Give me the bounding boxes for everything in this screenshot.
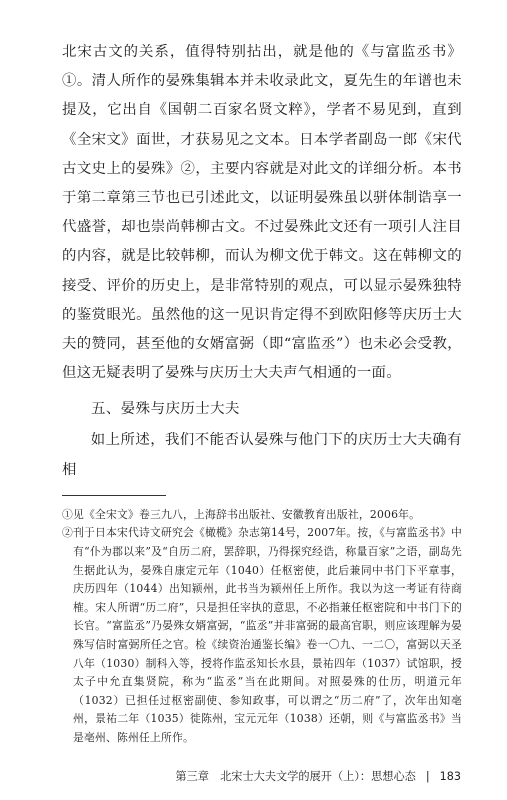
footer-separator: | [425,770,430,783]
footnotes [62,506,462,748]
running-footer [175,768,461,784]
body-paragraph: 如上所述，我们不能否认晏殊与他门下的庆历士大夫确有相 [62,432,462,478]
body-paragraph: 北宋古文的关系，值得特别拈出，就是他的《与富监丞书》①。清人所作的晏殊集辑本并未收录此文，夏先生的年谱也未提及，它出自《国朝二百家名贤文粹》，学者不易见到，直到《全宋文》面世，才获易见之文本。日本学者副岛一郎《宋代古文史上的晏殊》②，主要内容就是对此文的详细分析。本书于第二章第三节也已引述此文，以证明晏殊虽以骈体制诰享一代盛誉，却也崇尚韩柳古文。不过晏殊此文还有一项引人注目的内容，就是比较韩柳，而认为柳文优于韩文。这在韩柳文的接受、评价的历史上，是非常特别的观点，可以显示晏殊独特的鉴赏眼光。虽然他的这一见识肯定得不到欧阳修等庆历士大夫的赞同，甚至他的女婿富弼（即“富监丞”）也未必会受教，但这无疑表明了晏殊与庆历士大夫声气相通的一面。 [62,44,462,382]
footnote-1: ①见《全宋文》卷三九八，上海辞书出版社、安徽教育出版社，2006年。 [62,507,421,521]
page-number: 183 [439,770,461,783]
footnote-rule [62,495,166,496]
footnote-2: ②刊于日本宋代诗文研究会《橄榄》杂志第14号，2007年。按，《与富监丞书》中有“仆为郡以来”及“自历二府，罢辞职，乃得探究经诰，称量百家”之语，副岛先生据此认为，晏殊自康定元年（1040）任枢密使，此后兼同中书门下平章事，庆历四年（1044）出知颍州，此书当为颍州任上所作。我以为这一考证有待商榷。宋人所谓“历二府”，只是担任宰执的意思，不必指兼任枢密院和中书门下的长官。“富监丞”乃晏殊女婿富弼，“监丞”并非富弼的最高官职，则应该理解为晏殊写信时富弼所任之官。检《续资治通鉴长编》卷一〇九、一二〇，富弼以天圣八年（1030）制科入等，授将作监丞知长水县，景祐四年（1037）试馆职，授太子中允直集贤院，称为“监丞”当在此期间。对照晏殊的仕历，明道元年（1032）已担任过枢密副使、参知政事，可以谓之“历二府”了，次年出知亳州，景祐二年（1035）徙陈州，宝元元年（1038）还朝，则《与富监丞书》当是亳州、陈州任上所作。 [62,526,462,744]
section-heading: 五、晏殊与庆历士大夫 [91,401,240,418]
page-content [62,38,462,748]
chapter-title: 第三章 北宋士大夫文学的展开（上）：思想心态 [175,770,416,783]
